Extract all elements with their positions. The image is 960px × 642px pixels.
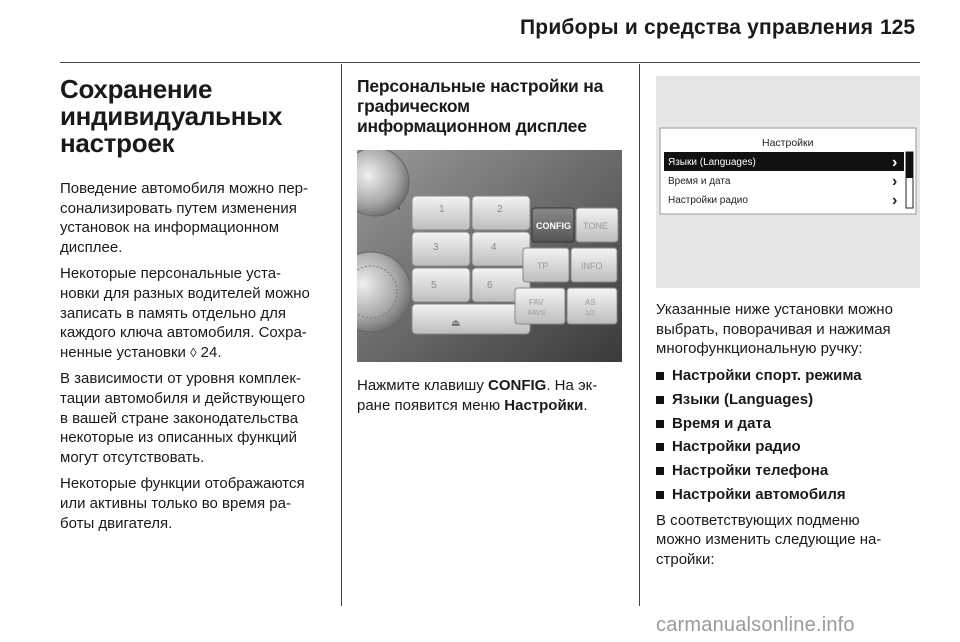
bullet-icon	[656, 491, 664, 499]
preset-4-label: 4	[491, 242, 497, 253]
settings-menu-list	[656, 366, 920, 505]
list-item: Настройки телефона	[656, 461, 920, 481]
section-heading: Сохранение индивидуальных настроек	[60, 74, 283, 158]
list-item: Время и дата	[656, 414, 920, 434]
submenu-note: В соответствующих подменю можно изменить следующие на- стройки:	[656, 511, 882, 569]
preset-6-label: 6	[487, 280, 493, 291]
page-number: 125	[880, 16, 916, 39]
preset-1-label: 1	[439, 204, 445, 215]
bullet-icon	[656, 396, 664, 404]
paragraph-engine-running: Некоторые функции отображаются или активны только во время ра- боты двигателя.	[60, 475, 305, 532]
column-divider-2	[639, 64, 640, 606]
page-reference-link[interactable]: 24.	[196, 343, 222, 361]
config-caption: Нажмите клавишу CONFIG. На эк- ране появится меню Настройки.	[357, 377, 598, 414]
control-panel-photo	[357, 150, 622, 362]
display-title: Настройки	[762, 137, 814, 149]
settings-intro: Указанные ниже установки можно выбрать, поворачивая и нажимая многофункциональную ручку:	[656, 301, 893, 358]
list-item: Настройки автомобиля	[656, 485, 920, 505]
list-item: Настройки радио	[656, 437, 920, 457]
list-item: Настройки спорт. режима	[656, 366, 920, 386]
display-item-radio: Настройки радио	[668, 195, 748, 206]
fav-button-label: FAV	[529, 298, 544, 307]
chevron-right-icon: ›	[892, 173, 898, 190]
info-button-label: INFO	[581, 261, 603, 271]
tp-button-label: TP	[537, 261, 549, 271]
bullet-icon	[656, 372, 664, 380]
header-rule	[60, 62, 920, 63]
settings-menu-name: Настройки	[504, 396, 584, 414]
paragraph-key-memory: Некоторые персональные уста- новки для разных водителей можно записать в память отдельно для каждого ключа автомобиля. Сохра- ненные установки ◊ 24.	[60, 265, 310, 361]
display-item-languages: Языки (Languages)	[668, 157, 756, 168]
preset-3-label: 3	[433, 242, 439, 253]
column-2	[357, 76, 625, 422]
as-sub-label: 1/2	[585, 310, 595, 317]
info-display-photo	[656, 76, 920, 288]
as-button-label: AS	[585, 298, 596, 307]
chevron-right-icon: ›	[892, 154, 898, 171]
subsection-heading: Персональные настройки на графическом информационном дисплее	[357, 76, 604, 136]
chevron-right-icon: ›	[892, 192, 898, 209]
paragraph-equipment-level: В зависимости от уровня комплек- тации автомобиля и действующего в вашей стране законодательства некоторые из описанных функций могут отсутствовать.	[60, 370, 306, 466]
column-3	[656, 76, 920, 577]
watermark: carmanualsonline.info	[656, 614, 855, 636]
bullet-icon	[656, 443, 664, 451]
column-divider-1	[341, 64, 342, 606]
config-button-label: CONFIG	[536, 221, 571, 231]
list-item: Языки (Languages)	[656, 390, 920, 410]
header-title: Приборы и средства управления	[520, 16, 874, 39]
bullet-icon	[656, 420, 664, 428]
preset-2-label: 2	[497, 204, 503, 215]
paragraph-personalize: Поведение автомобиля можно пер- сонализировать путем изменения установок на информационном дисплее.	[60, 180, 309, 256]
display-item-time-date: Время и дата	[668, 176, 731, 187]
bullet-icon	[656, 467, 664, 475]
svg-text:◔: ◔	[395, 204, 402, 215]
tone-button-label: TONE	[583, 221, 608, 231]
preset-5-label: 5	[431, 280, 437, 291]
config-key-name: CONFIG	[488, 377, 547, 394]
fav-sub-label: FAVS	[528, 310, 546, 317]
eject-icon: ⏏	[451, 318, 461, 329]
page-reference-icon: ◊	[190, 344, 197, 360]
column-1	[60, 76, 330, 540]
